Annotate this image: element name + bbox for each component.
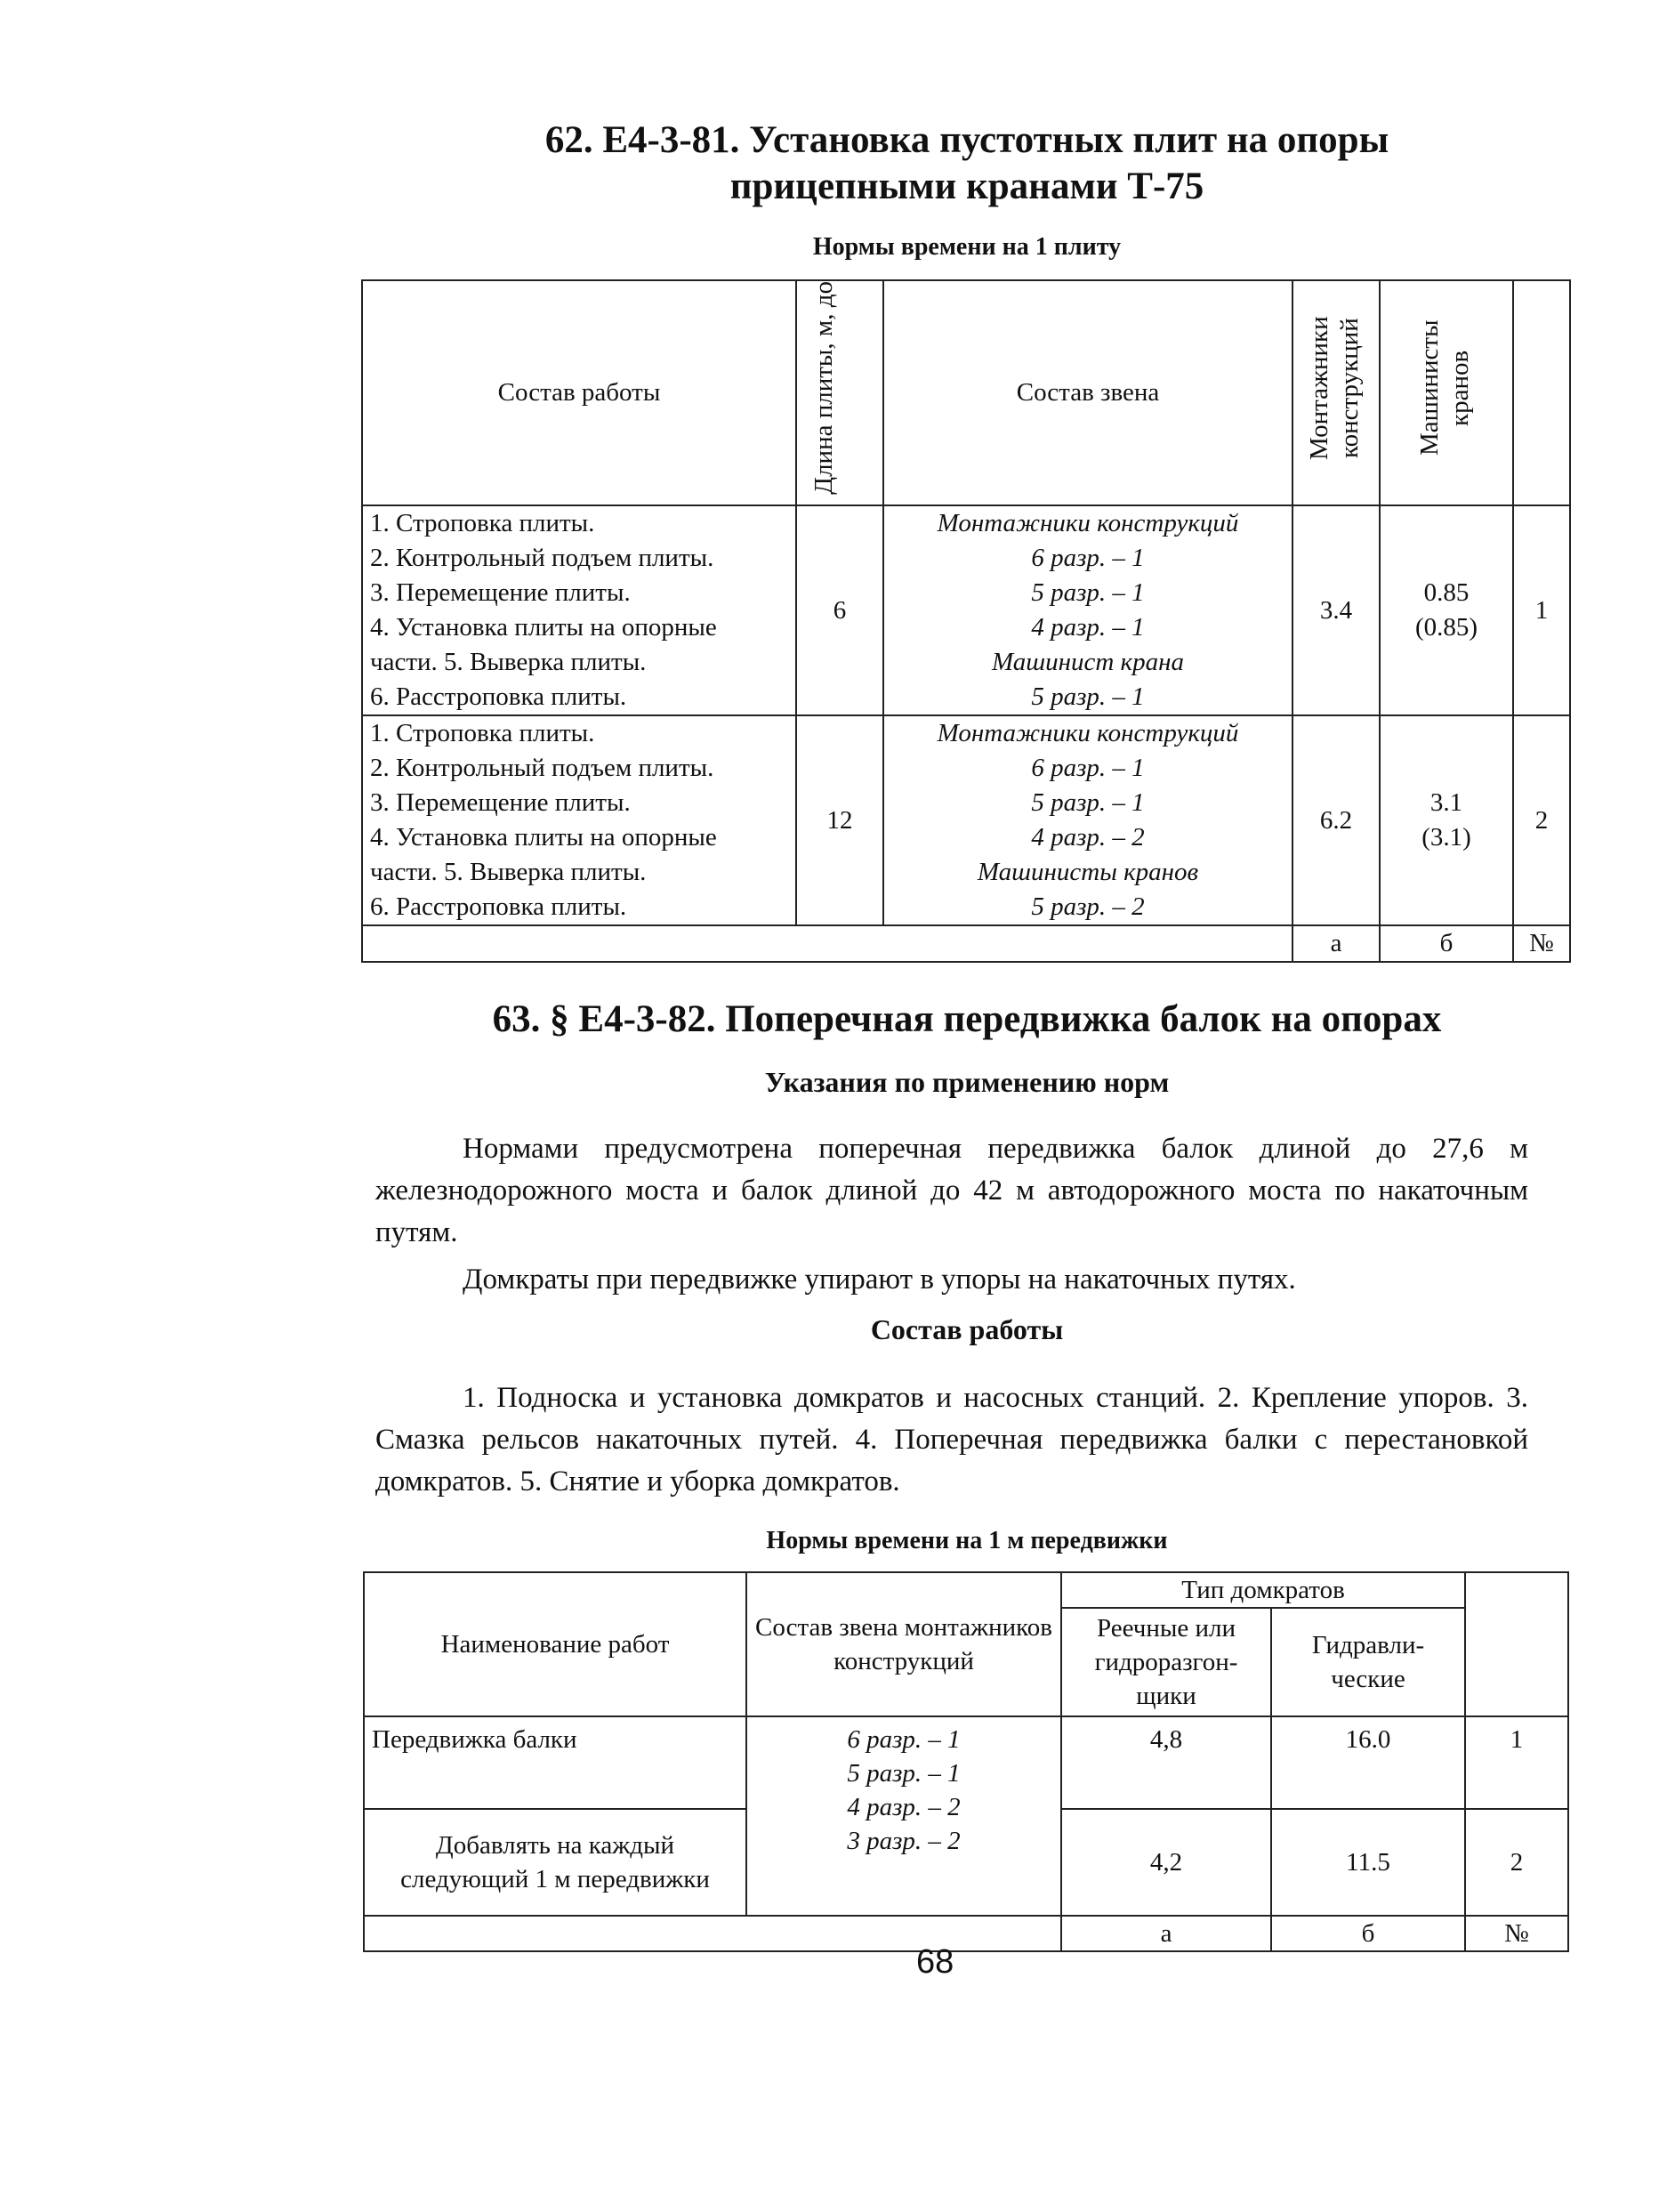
crew-line: 5 разр. – 1 xyxy=(1031,788,1145,817)
header-work: Состав работы xyxy=(362,280,796,505)
work-step: 4. Установка плиты на опорные xyxy=(370,613,717,642)
operators-value: 3.1 xyxy=(1429,788,1463,817)
instructions-text xyxy=(375,1128,1528,1301)
header-num-blank xyxy=(1513,280,1570,505)
header-name: Наименование работ xyxy=(364,1572,746,1716)
row2-hydraulic: 11.5 xyxy=(1271,1809,1465,1916)
work-step: части. 5. Выверка плиты. xyxy=(370,648,647,676)
row1-num: 1 xyxy=(1465,1716,1568,1809)
footer-b: б xyxy=(1380,925,1513,962)
footer-a: а xyxy=(1293,925,1380,962)
crew-line: 3 разр. – 2 xyxy=(847,1827,961,1855)
table-1-caption: Нормы времени на 1 плиту xyxy=(812,233,1122,261)
row2-num: 2 xyxy=(1513,715,1570,925)
work-step: 3. Перемещение плиты. xyxy=(370,578,631,607)
footer-num: № xyxy=(1465,1916,1568,1951)
header-jack-type: Тип домкратов xyxy=(1061,1572,1465,1608)
row2-num: 2 xyxy=(1465,1809,1568,1916)
row1-operators xyxy=(1380,505,1513,715)
row1-name: Передвижка балки xyxy=(364,1716,746,1809)
header-crew: Состав звена xyxy=(883,280,1293,505)
operators-value: 0.85 xyxy=(1423,578,1470,607)
header-operators-text: Машинисты кранов xyxy=(1415,319,1474,456)
header-installers xyxy=(1293,280,1380,505)
norms-table-beams xyxy=(363,1571,1569,1952)
crew-line: 4 разр. – 2 xyxy=(1031,823,1145,852)
section-63-title: 63. § Е4-3-82. Поперечная передвижка балок на опорах xyxy=(492,998,1442,1040)
work-step: части. 5. Выверка плиты. xyxy=(370,858,647,886)
table-2-caption: Нормы времени на 1 м передвижки xyxy=(766,1527,1168,1554)
crew-line: Монтажники конструкций xyxy=(937,509,1239,537)
row1-rack: 4,8 xyxy=(1061,1716,1271,1809)
page-number: 68 xyxy=(916,1943,954,1981)
table-row xyxy=(362,715,1570,925)
footer-blank xyxy=(364,1916,1061,1951)
row2-work xyxy=(362,715,796,925)
crew-line: 6 разр. – 1 xyxy=(1031,544,1145,572)
operators-value-paren: (3.1) xyxy=(1421,823,1471,852)
crew-line: 6 разр. – 1 xyxy=(1031,754,1145,782)
paragraph-3: 1. Подноска и установка домкратов и насосных станций. 2. Крепление упоров. 3. Смазка рельсов накаточных путей. 4. Поперечная передвижка балки с перестановкой домкратов. 5. Снятие и уборка домкратов. xyxy=(375,1382,1528,1498)
work-text xyxy=(375,1377,1528,1503)
table-footer-row xyxy=(362,925,1570,962)
footer-b: б xyxy=(1271,1916,1465,1951)
table-footer-row xyxy=(364,1916,1568,1951)
crew-line: 5 разр. – 2 xyxy=(1031,892,1145,921)
section-62-title-line2: прицепными кранами Т-75 xyxy=(729,165,1204,207)
header-installers-text: Монтажники конструкций xyxy=(1305,316,1364,460)
crew-line: 4 разр. – 1 xyxy=(1031,613,1145,642)
row2-installers: 6.2 xyxy=(1293,715,1380,925)
header-num-blank xyxy=(1465,1572,1568,1716)
norms-table-slabs xyxy=(361,279,1571,963)
crew-line: Монтажники конструкций xyxy=(937,719,1239,747)
crew-line: Машинист крана xyxy=(991,648,1185,676)
work-step: 6. Расстроповка плиты. xyxy=(370,682,627,711)
work-step: 3. Перемещение плиты. xyxy=(370,788,631,817)
row2-crew xyxy=(883,715,1293,925)
table-row xyxy=(364,1716,1568,1809)
row1-hydraulic: 16.0 xyxy=(1271,1716,1465,1809)
header-crew: Состав звена монтажников конструкций xyxy=(746,1572,1061,1716)
work-step: 4. Установка плиты на опорные xyxy=(370,823,717,852)
paragraph-1: Нормами предусмотрена поперечная передвижка балок длиной до 27,6 м железнодорожного моста и балок длиной до 42 м автодорожного моста по накаточным путям. xyxy=(375,1133,1528,1248)
work-step: 1. Строповка плиты. xyxy=(370,719,595,747)
work-step: 2. Контрольный подъем плиты. xyxy=(370,544,714,572)
row2-length: 12 xyxy=(796,715,883,925)
row1-length: 6 xyxy=(796,505,883,715)
row1-work xyxy=(362,505,796,715)
row2-name: Добавлять на каждый следующий 1 м передвижки xyxy=(364,1809,746,1916)
footer-num: № xyxy=(1513,925,1570,962)
row1-num: 1 xyxy=(1513,505,1570,715)
header-length xyxy=(796,280,883,505)
paragraph-2: Домкраты при передвижке упирают в упоры на накаточных путях. xyxy=(463,1263,1296,1296)
row1-crew xyxy=(883,505,1293,715)
crew-line: 5 разр. – 1 xyxy=(847,1759,961,1788)
section-62-title xyxy=(356,117,1578,210)
footer-a: а xyxy=(1061,1916,1271,1951)
instructions-heading: Указания по применению норм xyxy=(764,1066,1170,1098)
header-length-text: Длина плиты, м, до xyxy=(809,281,838,495)
section-62-title-line1: 62. Е4-3-81. Установка пустотных плит на опоры xyxy=(544,119,1389,161)
operators-value-paren: (0.85) xyxy=(1414,613,1478,642)
crew-line: 5 разр. – 1 xyxy=(1031,578,1145,607)
work-step: 2. Контрольный подъем плиты. xyxy=(370,754,714,782)
work-step: 6. Расстроповка плиты. xyxy=(370,892,627,921)
header-hydraulic: Гидравли-ческие xyxy=(1271,1608,1465,1716)
crew-line: 5 разр. – 1 xyxy=(1031,682,1145,711)
work-step: 1. Строповка плиты. xyxy=(370,509,595,537)
crew-list xyxy=(746,1716,1061,1916)
header-rack: Реечные или гидроразгон-щики xyxy=(1061,1608,1271,1716)
crew-line: 6 разр. – 1 xyxy=(847,1725,961,1754)
footer-blank xyxy=(362,925,1293,962)
crew-line: Машинисты кранов xyxy=(977,858,1199,886)
header-operators xyxy=(1380,280,1513,505)
work-heading: Состав работы xyxy=(870,1313,1064,1345)
row1-installers: 3.4 xyxy=(1293,505,1380,715)
crew-line: 4 разр. – 2 xyxy=(847,1793,961,1821)
row2-operators xyxy=(1380,715,1513,925)
row2-rack: 4,2 xyxy=(1061,1809,1271,1916)
table-row xyxy=(362,505,1570,715)
